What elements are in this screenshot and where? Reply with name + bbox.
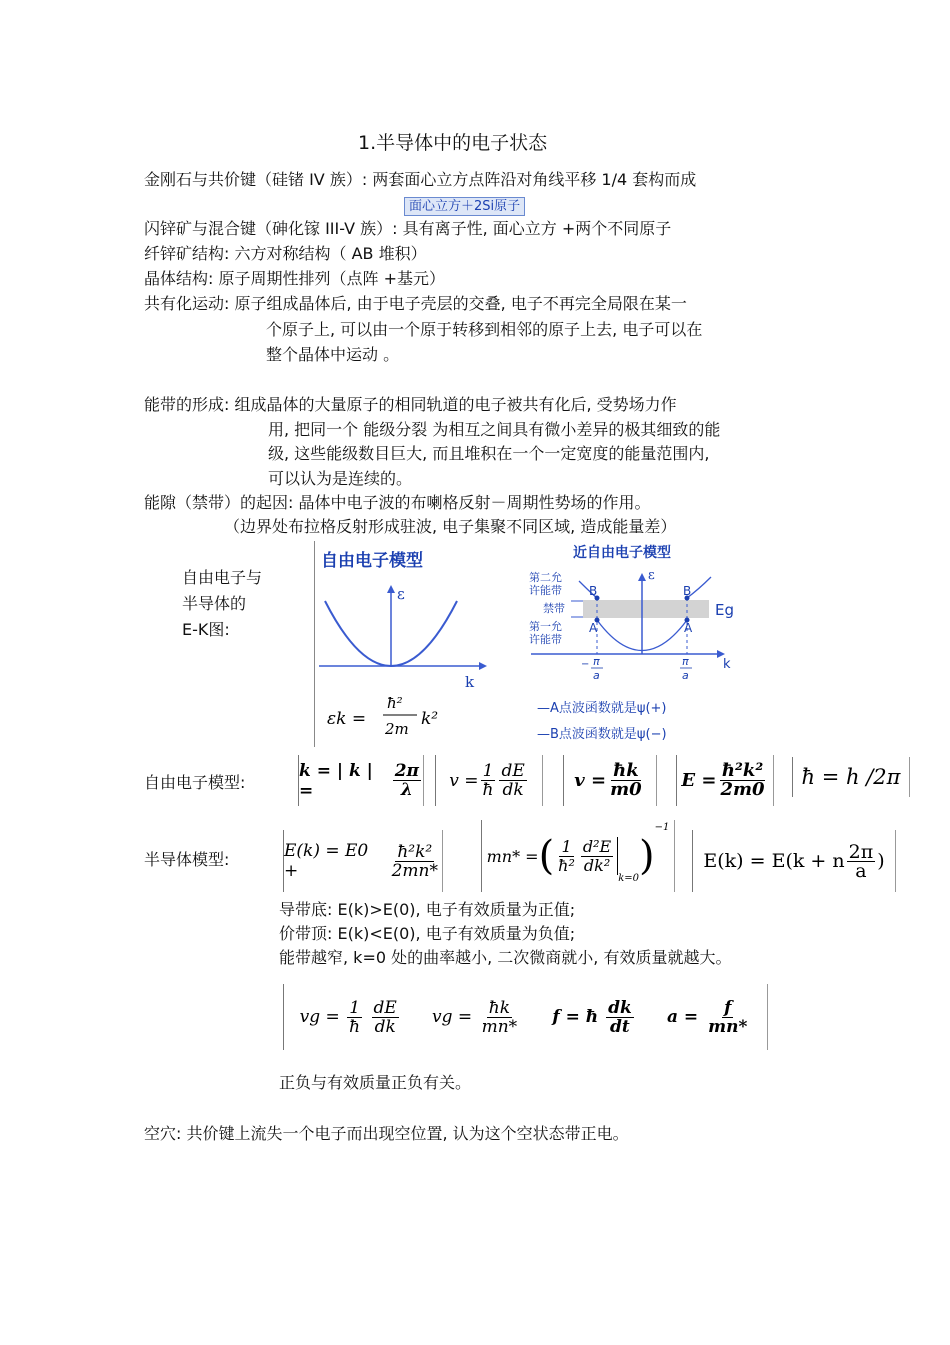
line-wurtzite: 纤锌矿结构: 六方对称结构（ AB 堆积）: [144, 244, 427, 263]
f2-lhs: v =: [449, 770, 479, 791]
f5: ħ = h /2π: [801, 765, 901, 789]
line-gap-note: （边界处布拉格反射形成驻波, 电子集聚不同区域, 造成能量差）: [224, 517, 677, 536]
line-band-2: 用, 把同一个 能级分裂 为相互之间具有微小差异的极其细致的能: [268, 420, 721, 439]
s2-d1: ħ²: [558, 855, 575, 875]
line-crystal: 晶体结构: 原子周期性排列（点阵 +基元）: [144, 269, 445, 288]
nf-e-arrow: [638, 573, 646, 581]
line-common-motion-2: 个原子上, 可以由一个原于转移到相邻的原子上去, 电子可以在: [266, 320, 703, 339]
band2-line2: 许能带: [529, 584, 562, 597]
note-B: —B点波函数就是ψ(−): [537, 727, 667, 742]
band2-line1: 第二允: [529, 571, 562, 584]
nf-k-label: k: [723, 657, 731, 672]
sign-note: 正负与有效质量正负有关。: [279, 1073, 472, 1092]
free-eq-num: ħ²: [387, 694, 403, 712]
f1-den: λ: [400, 780, 413, 800]
free-eq-den: 2m: [385, 720, 409, 738]
formula-wavevector: [298, 755, 424, 806]
fcc-tag: 面心立方＋2Si原子: [404, 197, 525, 216]
formula-semi-energy: [283, 830, 443, 892]
f1-frac: [393, 762, 421, 799]
line-band-4: 可以认为是连续的。: [268, 469, 413, 488]
formula-hbar: [792, 757, 910, 797]
note-A: —A点波函数就是ψ(+): [537, 701, 667, 716]
v3-lhs: f = ħ: [552, 1006, 599, 1027]
v1-n1: 1: [349, 997, 361, 1018]
free-model-label: 自由电子模型:: [144, 773, 246, 792]
s3-den: a: [855, 859, 867, 882]
f4-den: 2m0: [720, 779, 765, 800]
f1-lhs: k = | k | =: [299, 760, 373, 801]
label-B-left: B: [589, 584, 598, 598]
nearly-free-title: 近自由电子模型: [573, 544, 671, 560]
f4-num: ħ²k²: [721, 760, 764, 781]
v4-lhs: a =: [667, 1006, 699, 1027]
s2-sub: k=0: [618, 873, 640, 884]
f3-den: m0: [610, 779, 642, 800]
pi-left: π: [593, 655, 600, 668]
band1-line1: 第一允: [529, 620, 562, 633]
s2-d2: dk²: [583, 855, 611, 875]
val-band-top: 价带顶: E(k)<E(0), 电子有效质量为负值;: [279, 924, 576, 943]
gap-label: 禁带: [543, 602, 565, 615]
f3-frac: [608, 762, 644, 799]
s2-lhs: mn* =: [486, 846, 539, 866]
f2-n1: 1: [482, 761, 494, 781]
s2-n1: 1: [561, 836, 572, 856]
v4-group: [667, 999, 751, 1036]
s3-lhs: E(k) = E(k + n: [703, 850, 845, 872]
v1-frac1: [347, 999, 362, 1036]
hole-definition: 空穴: 共价键上流失一个电子而出现空位置, 认为这个空状态带正电。: [144, 1124, 629, 1143]
ek-label-2: 半导体的: [182, 594, 247, 613]
v3-num: dk: [608, 997, 632, 1018]
formula-dynamics: [283, 984, 768, 1050]
v4-den: mn*: [708, 1016, 748, 1037]
line-common-motion-3: 整个晶体中运动 。: [266, 345, 400, 364]
v4-num: f: [724, 997, 732, 1018]
eg-label: Eg: [715, 601, 734, 619]
f4-lhs: E =: [681, 770, 717, 791]
v1-n2: dE: [373, 997, 397, 1018]
s2-frac2: [581, 838, 613, 875]
a-left: a: [593, 669, 600, 682]
label-A-right: A: [684, 621, 693, 635]
f2-d1: ħ: [482, 780, 494, 800]
f2-n2: dE: [501, 761, 525, 781]
s1-den: 2mn*: [391, 860, 438, 881]
band1-line2: 许能带: [529, 633, 562, 646]
free-e-arrow: [387, 585, 395, 593]
v3-group: [552, 999, 635, 1036]
v2-den: mn*: [481, 1016, 518, 1037]
free-model-title: 自由电子模型: [321, 551, 423, 570]
free-eps-label: ε: [397, 585, 405, 603]
pi-right: π: [682, 655, 689, 668]
ek-label-3: E-K图:: [182, 620, 230, 639]
a-right: a: [682, 669, 689, 682]
free-k-label: k: [465, 673, 475, 691]
s1-num: ħ²k²: [397, 841, 433, 862]
band-gap-shade: [583, 600, 709, 618]
cond-band-bottom: 导带底: E(k)>E(0), 电子有效质量为正值;: [279, 900, 576, 919]
v1-d2: dk: [374, 1016, 396, 1037]
f2-frac1: [481, 762, 496, 799]
f3-lhs: v =: [574, 770, 607, 791]
f1-num: 2π: [394, 761, 419, 781]
v2-lhs: vg =: [432, 1006, 473, 1027]
s2-eval-bar: [617, 837, 618, 875]
label-A-left: A: [589, 621, 598, 635]
formula-effective-mass: [481, 820, 675, 892]
v4-frac: [706, 999, 749, 1036]
band-narrow: 能带越窄, k=0 处的曲率越小, 二次微商就小, 有效质量就越大。: [279, 948, 732, 967]
s1-frac: [390, 843, 440, 880]
line-gap-origin: 能隙（禁带）的起因: 晶体中电子波的布喇格反射－周期性势场的作用。: [144, 493, 651, 512]
free-eq-rhs: k²: [421, 709, 439, 729]
v1-frac2: [372, 999, 399, 1036]
s1-lhs: E(k) = E0 +: [284, 841, 369, 881]
neg-sign: −: [581, 659, 590, 670]
formula-energy: [676, 755, 774, 806]
f4-frac: [718, 762, 766, 799]
s2-paren-open: (: [538, 833, 555, 879]
s2-n2: d²E: [582, 836, 612, 856]
free-k-arrow: [479, 662, 487, 670]
page-title: 1.半导体中的电子状态: [358, 132, 548, 154]
f3-num: ħk: [613, 760, 639, 781]
v1-group: [300, 999, 401, 1036]
s2-paren-close: ): [639, 833, 655, 879]
formula-periodicity: [692, 830, 896, 892]
line-zincblende: 闪锌矿与混合键（砷化镓 III-V 族）: 具有离子性, 面心立方 +两个不同原子: [144, 219, 672, 238]
f2-d2: dk: [502, 780, 524, 800]
s2-exp: −1: [654, 822, 670, 833]
formula-velocity-momentum: [563, 755, 657, 806]
ek-figure: [314, 541, 739, 747]
s2-frac1: [556, 838, 577, 875]
v3-frac: [606, 999, 634, 1036]
label-B-right: B: [683, 584, 692, 598]
free-eq-lhs: εk =: [327, 709, 367, 729]
ek-label-1: 自由电子与: [182, 568, 263, 587]
line-diamond: 金刚石与共价键（硅锗 IV 族）: 两套面心立方点阵沿对角线平移 1/4 套构而成: [144, 170, 697, 189]
line-common-motion-1: 共有化运动: 原子组成晶体后, 由于电子壳层的交叠, 电子不再完全局限在某一: [144, 294, 687, 313]
s3-end: ): [877, 850, 885, 872]
v1-lhs: vg =: [299, 1006, 340, 1027]
formula-velocity: [435, 755, 543, 806]
s3-frac: [847, 840, 876, 882]
f2-frac2: [499, 762, 526, 799]
v2-group: [432, 999, 521, 1036]
semi-model-label: 半导体模型:: [144, 850, 230, 869]
v2-frac: [480, 999, 520, 1036]
line-band-3: 级, 这些能级数目巨大, 而且堆积在一个一定宽度的能量范围内,: [268, 444, 710, 463]
nf-eps-label: ε: [648, 568, 655, 583]
v1-d1: ħ: [349, 1016, 361, 1037]
s3-num: 2π: [848, 840, 874, 863]
v3-den: dt: [610, 1016, 630, 1037]
v2-num: ħk: [488, 997, 510, 1018]
line-band-1: 能带的形成: 组成晶体的大量原子的相同轨道的电子被共有化后, 受势场力作: [144, 395, 677, 414]
